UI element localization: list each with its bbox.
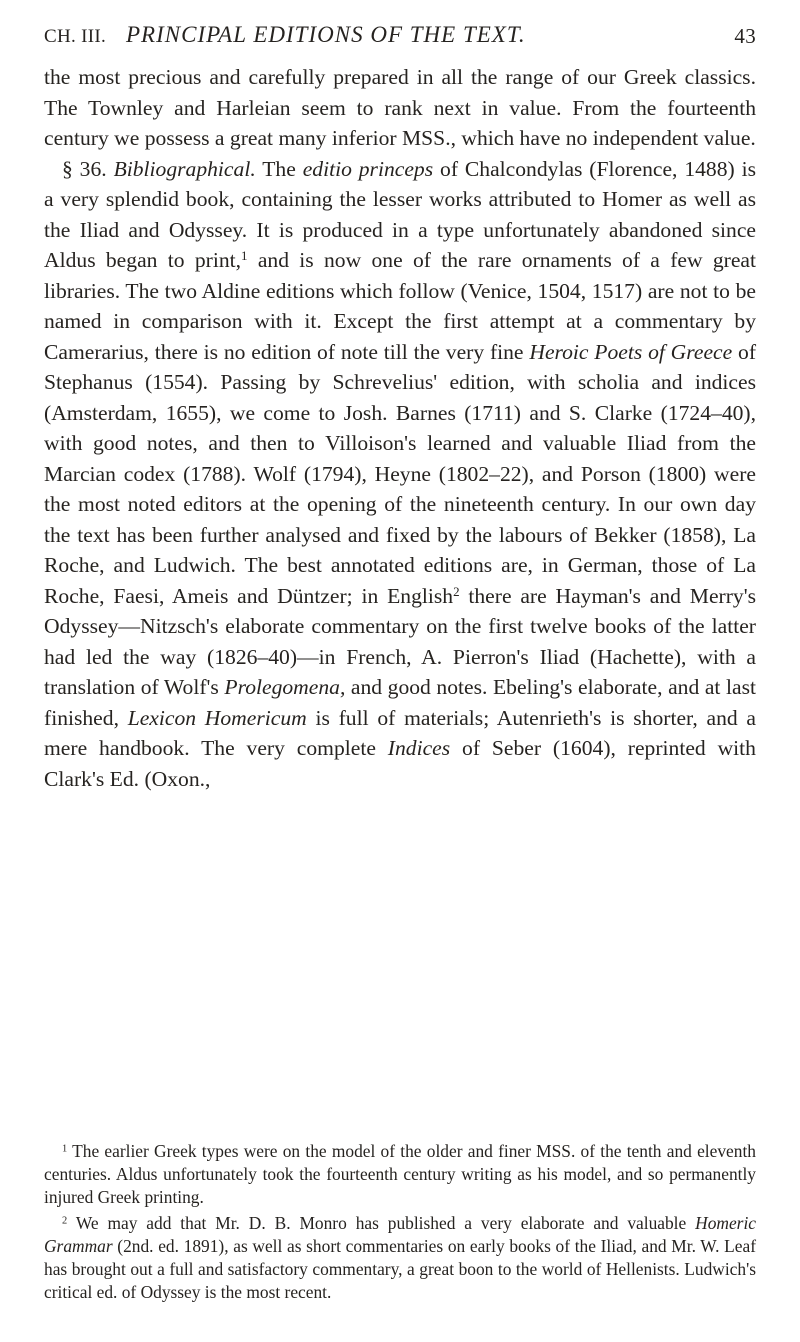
editio-princeps-term: editio princeps [302, 156, 434, 181]
paragraph-2-text-f: and good notes. Ebeling's elaborate, and at last finished, [44, 675, 756, 730]
footnotes [44, 1140, 756, 1308]
running-title: PRINCIPAL EDITIONS OF THE TEXT. [126, 22, 526, 47]
paragraph-2-text-e: there are Hayman's and Merry's Odyssey—Nitzsch's elaborate commentary on the first twelve books of the latter had led the way (1826–40)—in French, A. Pierron's Iliad (Hachette), with a translation of Wolf's [44, 583, 756, 699]
paragraph-2-text-b: of Chalcondylas (Florence, 1488) is a very splendid book, containing the lesser works attributed to Homer as well as the Iliad and Odyssey. It is produced in a type unfortunately abandoned since Aldus began to print, [44, 156, 756, 272]
footnote-2 [44, 1212, 756, 1303]
footnote-2-text-a: We may add that Mr. D. B. Monro has published a very elaborate and valuable [75, 1213, 687, 1234]
paragraph-1-text: the most precious and carefully prepared in all the range of our Greek classics. The Townley and Harleian seem to rank next in value. From the fourteenth century we possess a great many inferior MSS., which have no independent value. [44, 65, 756, 150]
footnote-1-mark: 1 [62, 1143, 68, 1155]
paragraph-1 [44, 62, 756, 154]
main-text [44, 62, 756, 794]
page-number: 43 [734, 24, 756, 48]
paragraph-2-text-h: of Seber (1604), reprinted with Clark's Ed. (Oxon., [44, 736, 756, 791]
heroic-poets-title: Heroic Poets of Greece [529, 339, 733, 364]
homeric-grammar-title: Homeric Grammar [44, 1213, 756, 1257]
chapter-label: CH. III. [44, 26, 107, 47]
section-heading: Bibliographical. [113, 156, 256, 181]
paragraph-2-text-a: The [262, 156, 296, 181]
paragraph-2-text-d: of Stephanus (1554). Passing by Schrevelius' edition, with scholia and indices (Amsterdam, 1655), we come to Josh. Barnes (1711) and S. Clarke (1724–40), with good notes, and then to Villoison's learned and valuable Iliad from the Marcian codex (1788). Wolf (1794), Heyne (1802–22), and Porson (1800) were the most noted editors at the opening of the nineteenth century. In our own day the text has been further analysed and fixed by the labours of Bekker (1858), La Roche, and Ludwich. The best annotated editions are, in German, those of La Roche, Faesi, Ameis and Düntzer; in English [44, 339, 757, 608]
prolegomena-title: Prolegomena, [224, 675, 346, 699]
indices-title: Indices [387, 736, 451, 760]
running-header [44, 22, 756, 56]
lexicon-title: Lexicon Homericum [127, 705, 307, 730]
footnote-2-text-b: (2nd. ed. 1891), as well as short commentaries on early books of the Iliad, and Mr. W. Leaf has brought out a full and satisfactory commentary, a great boon to the world of Hellenists. Ludwich's critical ed. of Odyssey is the most recent. [44, 1236, 756, 1302]
paragraph-2 [44, 154, 756, 795]
section-number: § 36. [62, 156, 107, 181]
footnote-2-mark: 2 [62, 1215, 68, 1227]
paragraph-2-text-g: is full of materials; Autenrieth's is shorter, and a mere handbook. The very complete [44, 705, 756, 760]
paragraph-2-text-c: and is now one of the rare ornaments of a few great libraries. The two Aldine editions which follow (Venice, 1504, 1517) are not to be named in comparison with it. Except the first attempt at a commentary by Camerarius, there is no edition of note till the very fine [44, 248, 757, 364]
footnote-ref-1[interactable]: 1 [241, 247, 248, 263]
footnote-1-text: The earlier Greek types were on the model of the older and finer MSS. of the tenth and eleventh centuries. Aldus unfortunately took the fourteenth century writing as his model, and so permanently injured Greek printing. [44, 1141, 756, 1207]
footnote-ref-2[interactable]: 2 [453, 583, 460, 599]
footnote-1 [44, 1140, 756, 1208]
